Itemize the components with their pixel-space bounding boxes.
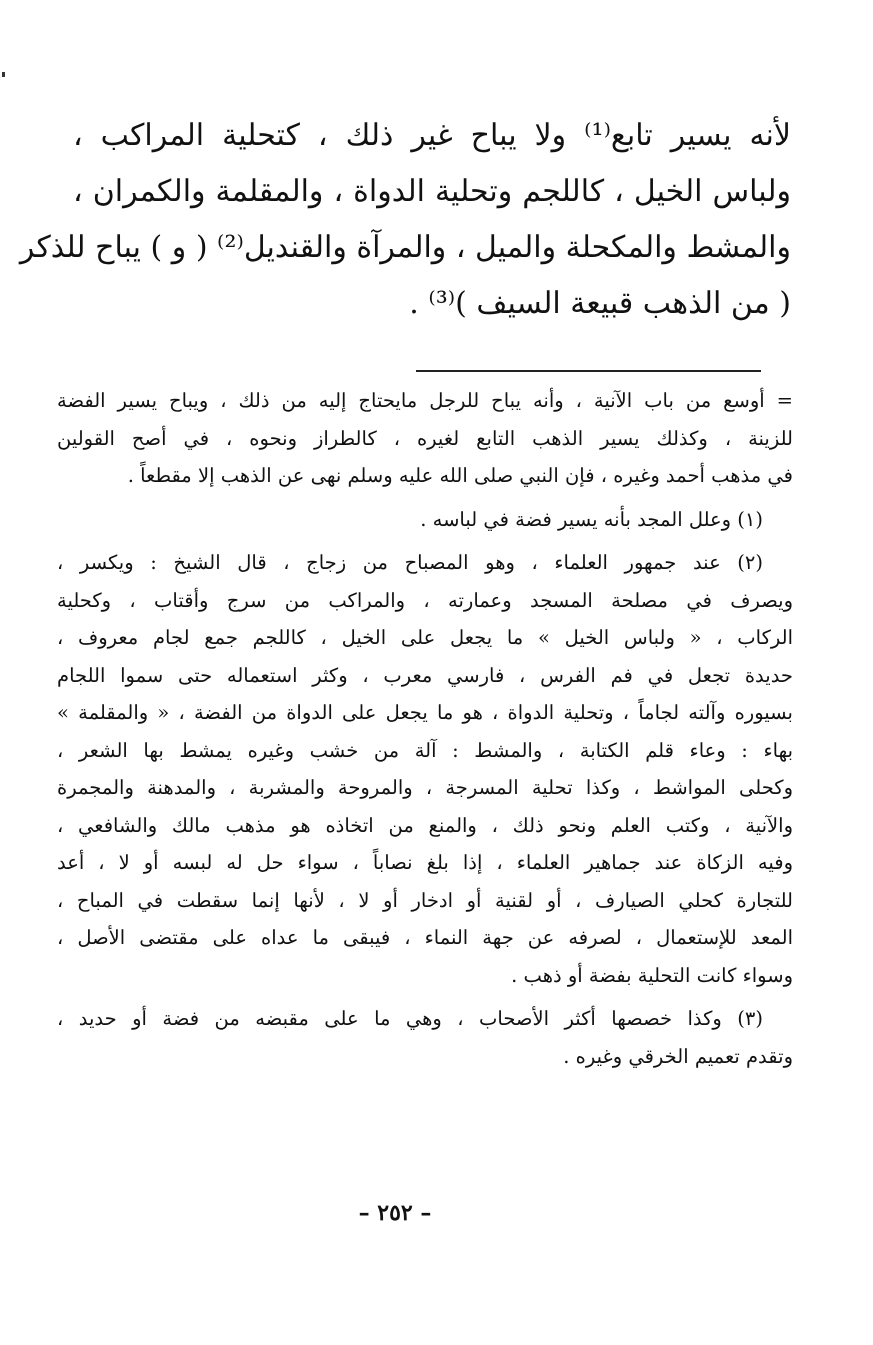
footnote-2 bbox=[57, 544, 793, 994]
main-line: ( من الذهب قبيعة السيف )⁽³⁾ . bbox=[409, 286, 791, 321]
footnote-line: المعد للإستعمال ، لصرفه عن جهة النماء ، فيبقى ما عداه على مقتضى الأصل ، bbox=[57, 926, 793, 949]
footnote-line: في مذهب أحمد وغيره ، فإن النبي صلى الله عليه وسلم نهى عن الذهب إلا مقطعاً . bbox=[127, 464, 793, 487]
footnote-line: وتقدم تعميم الخرقي وغيره . bbox=[563, 1044, 793, 1068]
footnote-divider bbox=[416, 370, 761, 372]
footnote-continuation bbox=[57, 382, 793, 495]
footnote-line: وفيه الزكاة عند جماهير العلماء ، إذا بلغ نصاباً ، سواء حل له لبسه أو لا ، أعد bbox=[57, 851, 793, 874]
footnote-line: ويصرف في مصلحة المسجد وعمارته ، والمراكب من سرج وأقتاب ، وكحلية bbox=[57, 588, 793, 612]
footnote-line: بسيوره وآلته لجاماً ، وتحلية الدواة ، هو ما يجعل على الدواة من الفضة ، « والمقلمة » bbox=[57, 701, 793, 724]
footnote-line: = أوسع من باب الآنية ، وأنه يباح للرجل مايحتاج إليه من ذلك ، ويباح يسير الفضة bbox=[57, 389, 793, 412]
footnote-line: (٢) عند جمهور العلماء ، وهو المصباح من زجاج ، قال الشيخ : ويكسر ، bbox=[57, 551, 763, 574]
footnote-line: وكحلى المواشط ، وكذا تحلية المسرجة ، والمروحة والمشربة ، والمدهنة والمجمرة bbox=[57, 776, 793, 799]
footnote-line: للتجارة كحلي الصيارف ، أو لقنية أو ادخار أو لا ، لأنها إنما سقطت في المباح ، bbox=[57, 888, 793, 912]
footnote-line: (٣) وكذا خصصها أكثر الأصحاب ، وهي ما على مقبضه من فضة أو حديد ، bbox=[57, 1007, 763, 1030]
footnote-line: وسواء كانت التحلية بفضة أو ذهب . bbox=[511, 963, 793, 987]
footnote-line: والآنية ، وكتب العلم ونحو ذلك ، والمنع من اتخاذه هو مذهب مالك والشافعي ، bbox=[57, 813, 794, 837]
main-text bbox=[19, 108, 791, 332]
main-line: والمشط والمكحلة والميل ، والمرآة والقنديل⁽²⁾ ( و ) يباح للذكر bbox=[19, 230, 791, 265]
footnote-line: بهاء : وعاء قلم الكتابة ، والمشط : آلة من خشب وغيره يمشط بها الشعر ، bbox=[57, 738, 793, 762]
page-number: – ٢٥٢ – bbox=[358, 1200, 432, 1226]
footnote-3 bbox=[57, 1000, 793, 1075]
main-line: لأنه يسير تابع⁽¹⁾ ولا يباح غير ذلك ، كتحلية المراكب ، bbox=[73, 118, 791, 153]
footnote-line: الركاب ، « ولباس الخيل » ما يجعل على الخيل ، كاللجم جمع لجام معروف ، bbox=[57, 626, 793, 649]
footnote-line: (١) وعلل المجد بأنه يسير فضة في لباسه . bbox=[420, 507, 763, 531]
main-line: ولباس الخيل ، كاللجم وتحلية الدواة ، والمقلمة والكمران ، bbox=[73, 174, 791, 209]
footnote-1 bbox=[57, 501, 793, 539]
footnote-line: حديدة تجعل في فم الفرس ، فارسي معرب ، وكثر استعماله حتى سموا اللجام bbox=[57, 663, 793, 687]
scan-edge-mark bbox=[2, 72, 5, 77]
footnotes bbox=[57, 382, 793, 1081]
footnote-line: للزينة ، وكذلك يسير الذهب التابع لغيره ، كالطراز ونحوه ، في أصح القولين bbox=[57, 426, 793, 450]
